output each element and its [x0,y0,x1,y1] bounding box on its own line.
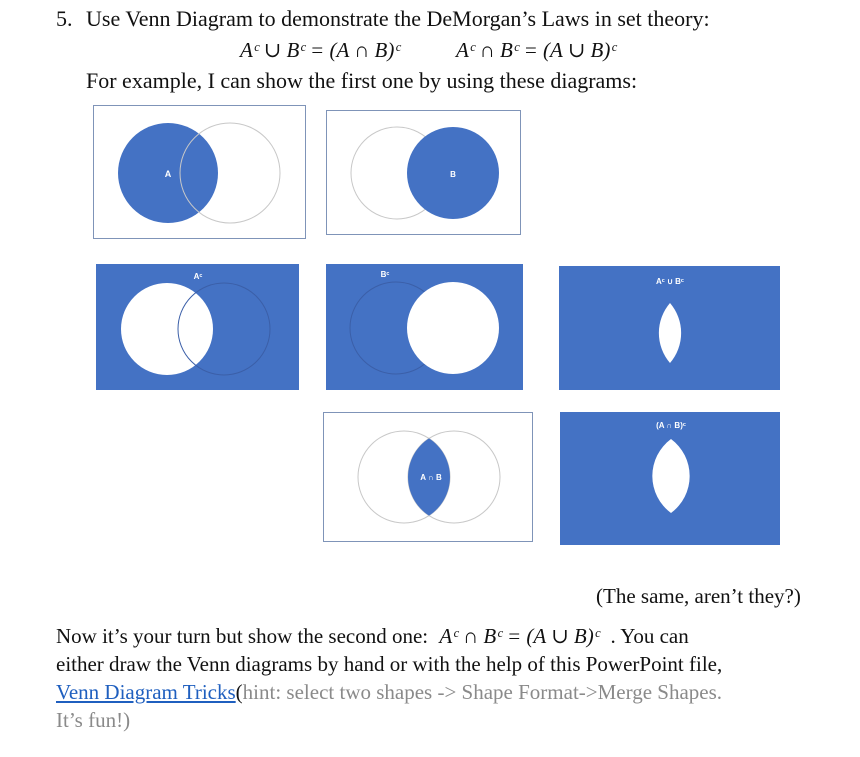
venn-panel-b-complement [326,264,523,390]
a-complement-label: Aᶜ [193,272,203,281]
turn-tail: . You can [610,624,689,648]
venn-panel-ac-union-bc [559,266,780,390]
venn-panel-a-complement [96,264,299,390]
open-paren: ( [235,680,243,704]
venn-a-graphic [94,106,307,240]
question-prompt: Use Venn Diagram to demonstrate the DeMorgan’s Laws in set theory: [86,6,710,31]
venn-panel-a [93,105,306,239]
venn-ac-graphic [96,264,299,390]
example-intro: For example, I can show the first one by using these diagrams: [86,68,638,93]
b-complement-label: Bᶜ [380,270,390,279]
set-b-label: B [450,170,456,179]
hint-text: hint: select two shapes -> Shape Format->Merge Shapes. [242,680,723,704]
set-a-label: A [164,169,172,179]
venn-panel-a-intersect-b-complement [560,412,780,545]
venn-b-graphic [327,111,522,236]
a-intersect-b-complement-label: (A ∩ B)ᶜ [656,421,686,430]
ac-union-bc-label: Aᶜ ∪ Bᶜ [656,277,684,286]
turn-instruction: Now it’s your turn but show the second one: [56,624,429,648]
conclusion-text: (The same, aren’t they?) [596,584,801,608]
venn-panel-b [326,110,521,235]
venn-bc-graphic [326,264,523,390]
turn-line-3 [56,678,722,706]
turn-line-2: either draw the Venn diagrams by hand or with the help of this PowerPoint file, [56,652,723,676]
turn-formula: Aᶜ ∩ Bᶜ = (A ∪ B)ᶜ [439,624,600,648]
venn-diagram-tricks-link[interactable]: Venn Diagram Tricks [56,680,236,704]
turn-line-4: It’s fun!) [56,708,131,732]
law-1-formula: Aᶜ ∪ Bᶜ = (A ∩ B)ᶜ [240,38,400,62]
venn-anbc-graphic [560,412,780,545]
turn-line-1 [56,622,689,650]
question-number: 5. [56,6,73,31]
venn-anb-graphic [324,413,534,543]
venn-panel-a-intersect-b [323,412,533,542]
a-intersect-b-label: A ∩ B [420,473,442,482]
venn-acub-graphic [559,266,780,390]
law-2-formula: Aᶜ ∩ Bᶜ = (A ∪ B)ᶜ [456,38,616,62]
